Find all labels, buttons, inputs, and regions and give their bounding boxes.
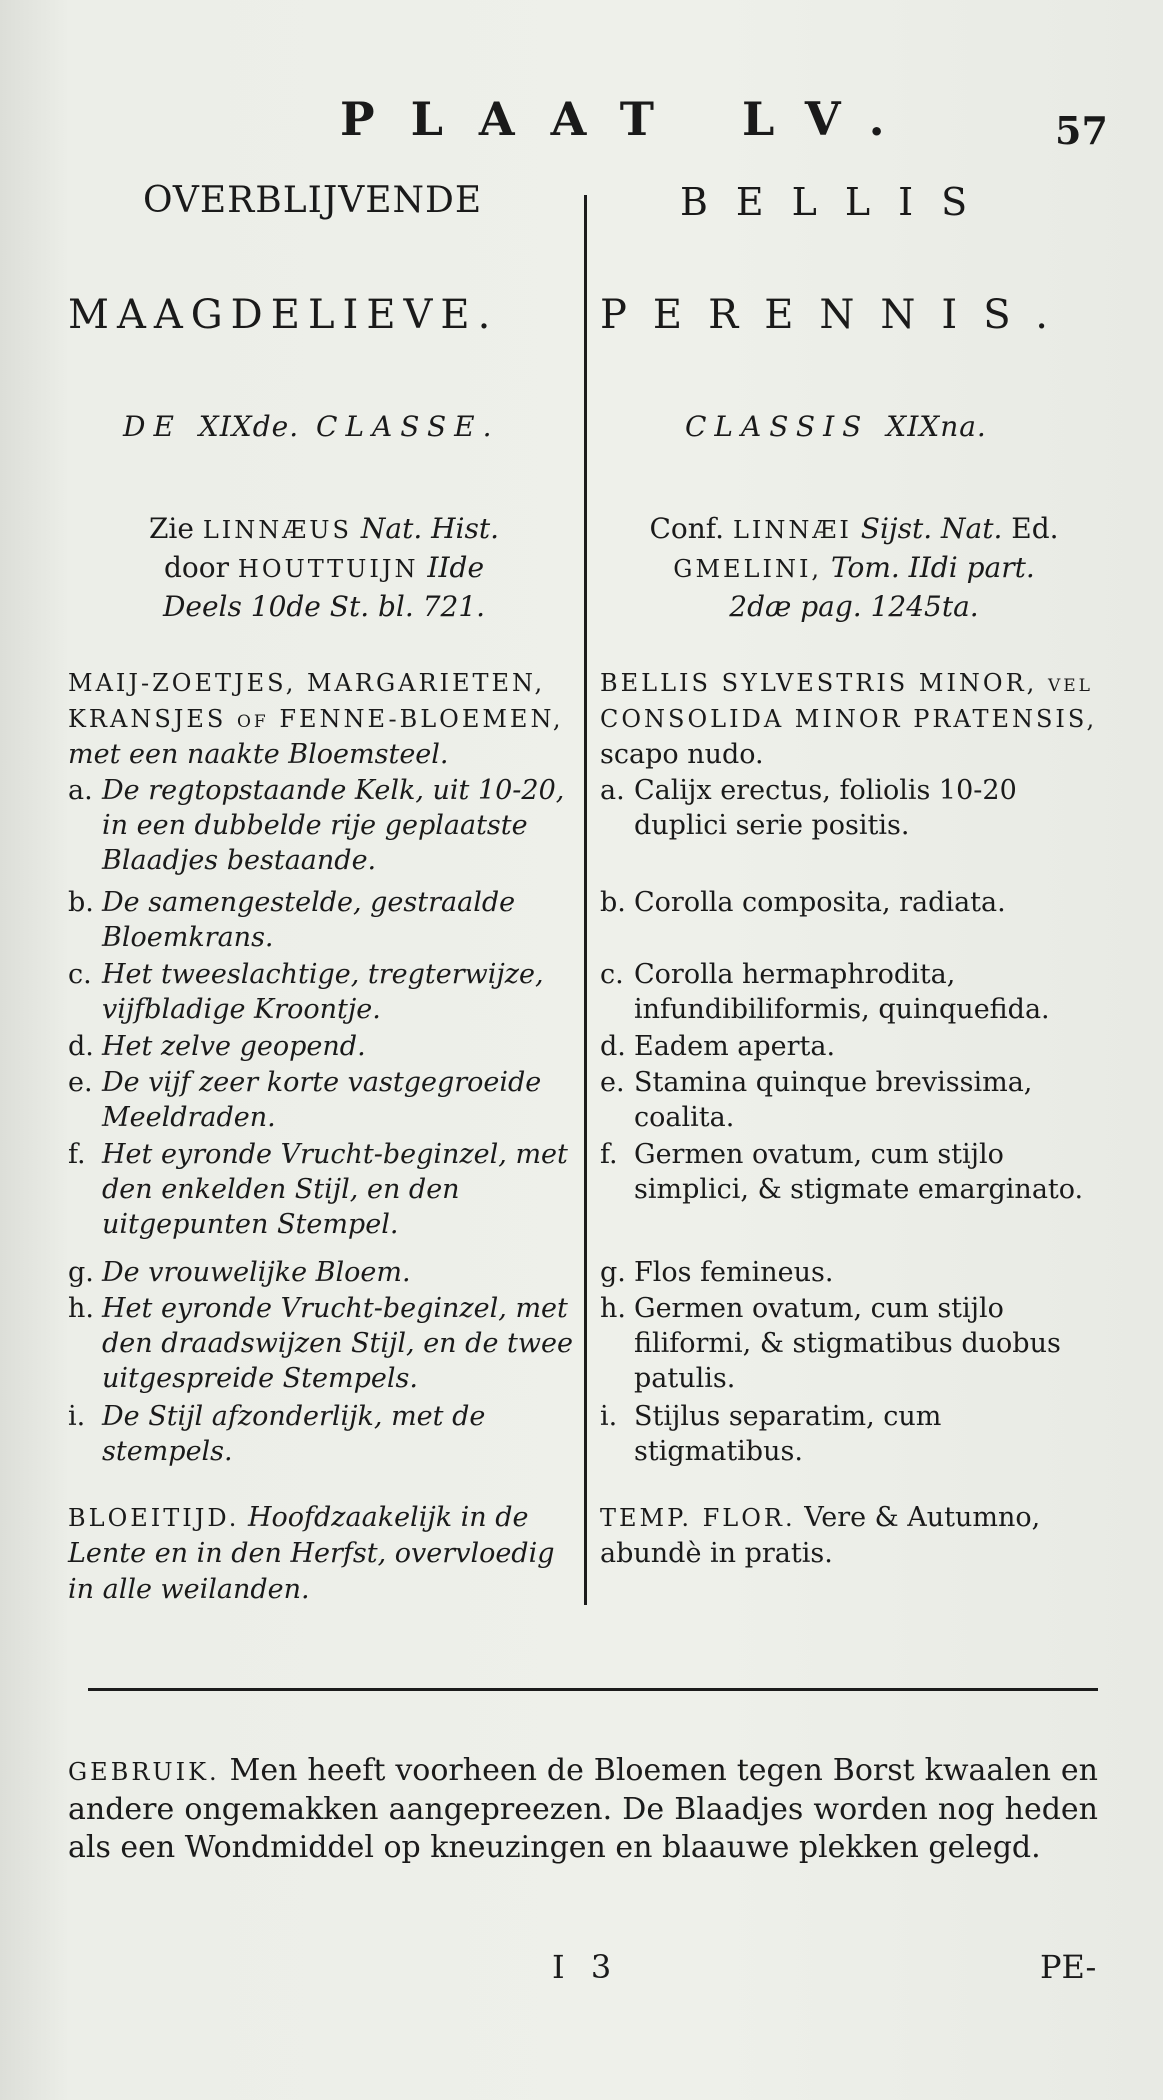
ref-conf: Conf. — [649, 512, 725, 545]
ref-gmelini: GMELINI, — [673, 555, 823, 583]
item-text: Het tweeslachtige, tregterwijze, vijfbladige Kroontje. — [102, 959, 544, 1025]
running-title: PLAAT LV. — [340, 92, 921, 146]
class-word: CLASSIS — [685, 410, 870, 443]
item-label: c. — [600, 959, 624, 990]
ref-nat-hist: Nat. Hist. — [360, 512, 500, 545]
item-text: Stijlus separatim, cum stigmatibus. — [634, 1401, 942, 1467]
item-label: h. — [68, 1293, 94, 1324]
dutch-intro — [68, 665, 580, 772]
list-item — [600, 773, 1108, 843]
latin-intro — [600, 665, 1108, 772]
latin-class-heading — [685, 410, 987, 443]
item-text: Stamina quinque brevissima, coalita. — [634, 1067, 1033, 1133]
latin-title-line-2: PERENNIS. — [600, 292, 1074, 338]
column-divider — [584, 195, 587, 1605]
ref-linnaeus: LINNÆUS — [202, 516, 352, 544]
item-text: Flos femineus. — [634, 1257, 834, 1288]
item-text: De Stijl afzonderlijk, met de stempels. — [102, 1401, 486, 1467]
item-text: Het eyronde Vrucht-beginzel, met den draadswijzen Stijl, en de twee uitgespreide Stempels. — [102, 1293, 573, 1394]
latin-intro-rest: scapo nudo. — [600, 739, 764, 770]
dutch-class-heading — [123, 410, 499, 443]
flowering-text: Vere & Autumno, abundè in pratis. — [600, 1502, 1041, 1569]
class-word: CLASSE. — [316, 410, 500, 443]
item-label: b. — [68, 887, 94, 918]
latin-flowering-time — [600, 1500, 1108, 1572]
item-text: Het eyronde Vrucht-beginzel, met den enkelden Stijl, en den uitgepunten Stempel. — [102, 1139, 568, 1240]
list-item — [68, 957, 580, 1027]
usage-label: GEBRUIK. — [68, 1758, 220, 1786]
ref-tom: Tom. IIdi part. — [830, 551, 1035, 584]
item-text: Germen ovatum, cum stijlo simplici, & stigmate emarginato. — [634, 1139, 1084, 1205]
ref-linnaei: LINNÆI — [732, 516, 852, 544]
item-text: Corolla hermaphrodita, infundibiliformis, quinquefida. — [634, 959, 1050, 1025]
item-label: f. — [68, 1139, 86, 1170]
item-label: b. — [600, 887, 626, 918]
class-number: XIXde. — [198, 410, 300, 443]
usage-paragraph — [68, 1752, 1098, 1867]
item-label: f. — [600, 1139, 618, 1170]
class-de: DE — [123, 410, 182, 443]
page-number: 57 — [1055, 108, 1108, 153]
item-text: De regtopstaande Kelk, uit 10-20, in een dubbelde rije geplaatste Blaadjes bestaande. — [102, 775, 565, 876]
list-item — [68, 1029, 580, 1064]
item-label: i. — [68, 1401, 86, 1432]
list-item — [68, 1065, 580, 1135]
list-item — [600, 885, 1108, 920]
list-item — [68, 1399, 580, 1469]
flowering-label: TEMP. FLOR. — [600, 1504, 796, 1532]
item-text: Corolla composita, radiata. — [634, 887, 1006, 918]
list-item — [68, 1255, 580, 1290]
latin-intro-caps: BELLIS SYLVESTRIS MINOR, vel CONSOLIDA MINOR PRATENSIS, — [600, 669, 1098, 733]
item-text: De vrouwelijke Bloem. — [102, 1257, 411, 1288]
list-item — [68, 1137, 580, 1242]
dutch-intro-rest: met een naakte Bloemsteel. — [68, 739, 449, 770]
ref-line-3: Deels 10de St. bl. 721. — [162, 590, 486, 623]
item-label: e. — [68, 1067, 93, 1098]
latin-title-line-1: BELLIS — [680, 180, 996, 224]
item-label: a. — [68, 775, 93, 806]
list-item — [600, 1137, 1108, 1207]
list-item — [68, 1291, 580, 1396]
item-text: Calijx erectus, foliolis 10-20 duplici serie positis. — [634, 775, 1017, 841]
item-text: Germen ovatum, cum stijlo filiformi, & stigmatibus duobus patulis. — [634, 1293, 1061, 1394]
item-text: De samengestelde, gestraalde Bloemkrans. — [102, 887, 516, 953]
item-label: i. — [600, 1401, 618, 1432]
list-item — [600, 1291, 1108, 1396]
flowering-text: Hoofdzaakelijk in de Lente en in den Herfst, overvloedig in alle weilanden. — [68, 1502, 555, 1605]
list-item — [68, 885, 580, 955]
list-item — [600, 957, 1108, 1027]
item-label: h. — [600, 1293, 626, 1324]
item-label: d. — [600, 1031, 626, 1062]
horizontal-rule — [88, 1688, 1098, 1691]
item-label: a. — [600, 775, 625, 806]
list-item — [600, 1399, 1108, 1469]
ref-line-3: 2dæ pag. 1245ta. — [729, 590, 979, 623]
list-item — [600, 1255, 1108, 1290]
ref-ed: Ed. — [1011, 512, 1059, 545]
item-label: g. — [68, 1257, 94, 1288]
dutch-flowering-time — [68, 1500, 580, 1608]
dutch-intro-caps: MAIJ-ZOETJES, MARGARIETEN, KRANSJES of FENNE-BLOEMEN, — [68, 669, 564, 733]
signature-mark: I 3 — [552, 1948, 620, 1986]
item-label: d. — [68, 1031, 94, 1062]
flowering-label: BLOEITIJD. — [68, 1504, 240, 1532]
item-label: e. — [600, 1067, 625, 1098]
item-text: Het zelve geopend. — [102, 1031, 366, 1062]
list-item — [68, 773, 580, 878]
class-number: XIXna. — [886, 410, 987, 443]
item-text: De vijf zeer korte vastgegroeide Meeldraden. — [102, 1067, 542, 1133]
catchword: PE- — [1040, 1948, 1097, 1986]
ref-zie: Zie — [148, 512, 194, 545]
list-item — [600, 1065, 1108, 1135]
dutch-title-line-1: OVERBLIJVENDE — [143, 180, 483, 221]
ref-houttuijn: HOUTTUIJN — [237, 555, 419, 583]
latin-reference — [600, 510, 1108, 626]
item-label: g. — [600, 1257, 626, 1288]
ref-door: door — [163, 551, 229, 584]
dutch-title-line-2: MAAGDELIEVE. — [68, 292, 499, 338]
item-label: c. — [68, 959, 92, 990]
ref-sijst: Sijst. Nat. — [860, 512, 1003, 545]
usage-text: Men heeft voorheen de Bloemen tegen Borst kwaalen en andere ongemakken aangepreezen. De Blaadjes worden nog heden als een Wondmiddel op kneuzingen en blaauwe plekken gelegd. — [68, 1753, 1098, 1865]
item-text: Eadem aperta. — [634, 1031, 836, 1062]
ref-ilde: IIde — [427, 551, 485, 584]
dutch-reference — [68, 510, 580, 626]
list-item — [600, 1029, 1108, 1064]
